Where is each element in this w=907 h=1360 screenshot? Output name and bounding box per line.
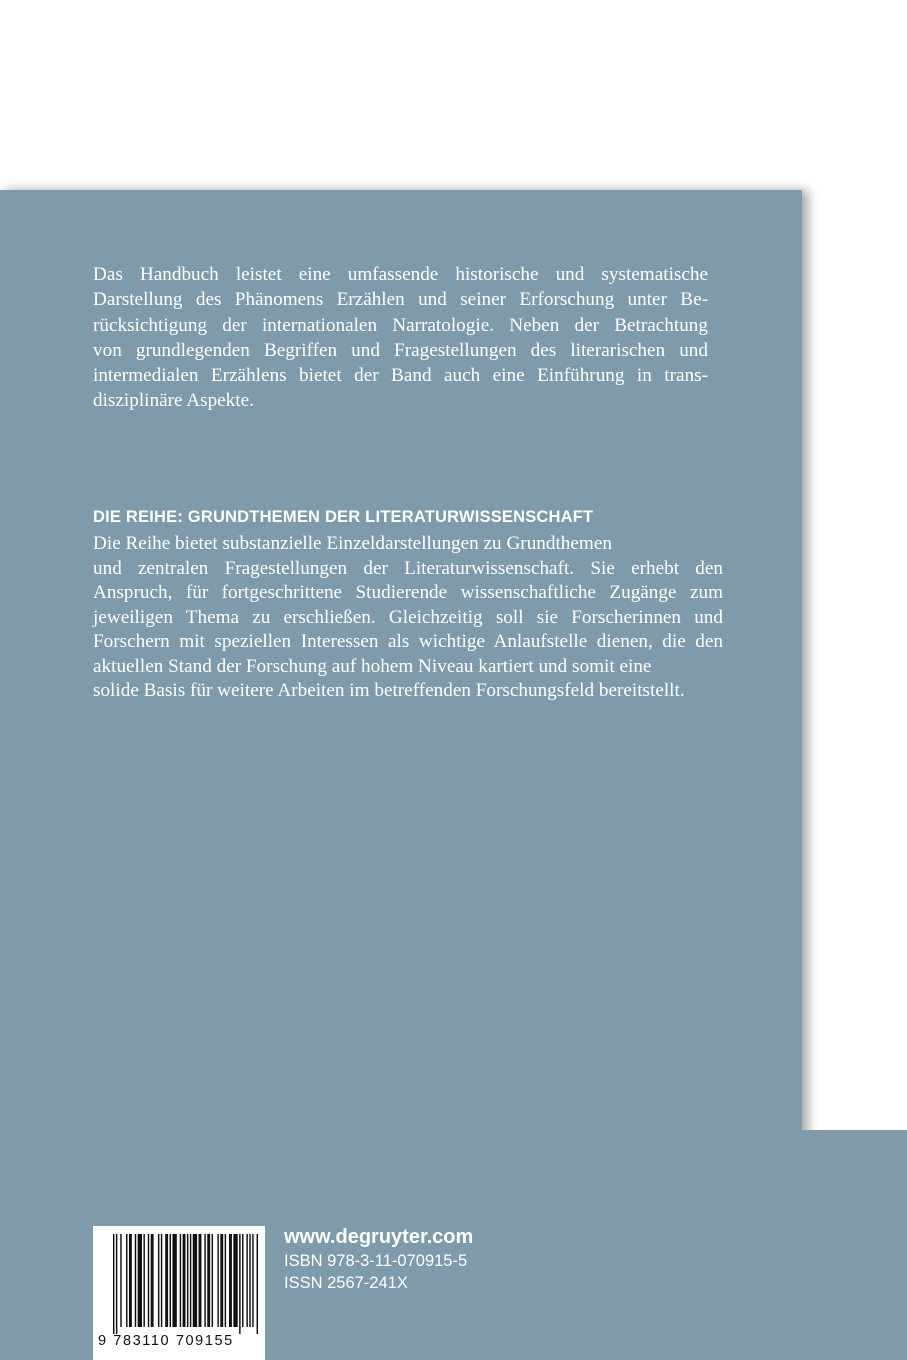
barcode-bar (116, 1234, 117, 1334)
series-heading: DIE REIHE: GRUNDTHEMEN DER LITERATURWISSENSCHAFT (93, 508, 594, 526)
publisher-url[interactable]: www.degruyter.com (284, 1226, 474, 1248)
barcode-bar (207, 1234, 210, 1327)
barcode-bar (161, 1234, 162, 1327)
description-line: rücksichtigung der internationalen Narratologie. Neben der Betrachtung (93, 314, 708, 336)
barcode-bar (249, 1234, 250, 1327)
barcode-bar (113, 1234, 114, 1334)
issn-number: ISSN 2567-241X (284, 1274, 408, 1292)
barcode-bar (165, 1234, 168, 1327)
publisher-info (284, 1224, 473, 1294)
barcode-bar (151, 1234, 154, 1327)
barcode-bar (252, 1234, 253, 1327)
book-description (93, 262, 708, 414)
cover-edge-strip (802, 1130, 907, 1360)
barcode-bar (225, 1234, 226, 1327)
series-description (93, 532, 723, 704)
barcode-bar (220, 1234, 223, 1327)
series-line: und zentralen Fragestellungen der Literaturwissenschaft. Sie erhebt den (93, 557, 723, 579)
barcode-bar (204, 1234, 205, 1327)
barcode-bar (242, 1234, 243, 1327)
barcode-digits: 9 783110 709155 (98, 1333, 234, 1349)
barcode-bar (135, 1234, 136, 1327)
barcode-bar (233, 1234, 237, 1327)
barcode-bar (239, 1234, 240, 1334)
barcode-bar (138, 1234, 142, 1327)
isbn-number: ISBN 978-3-11-070915-5 (284, 1252, 468, 1270)
series-line: aktuellen Stand der Forschung auf hohem Niveau kartiert und somit eine (93, 655, 652, 677)
barcode-bar (148, 1234, 149, 1327)
barcode-bar (183, 1234, 186, 1327)
barcode-bar (187, 1234, 188, 1327)
barcode-bar (129, 1234, 132, 1327)
description-line: disziplinäre Aspekte. (93, 390, 254, 412)
barcode-bar (217, 1234, 218, 1327)
description-line: Darstellung des Phänomens Erzählen und seiner Erforschung unter Be- (93, 289, 708, 311)
barcode-bar (180, 1234, 181, 1327)
description-line: von grundlegenden Begriffen und Fragestellungen des literarischen und (93, 339, 708, 361)
barcode-bar (199, 1234, 202, 1327)
description-line: intermedialen Erzählens bietet der Band auch eine Einführung in trans- (93, 365, 708, 387)
isbn-barcode (93, 1226, 265, 1360)
barcode-bar (212, 1234, 213, 1327)
barcode-bar (158, 1234, 159, 1327)
series-line: Forschern mit speziellen Interessen als wichtige Anlaufstelle dienen, die den (93, 631, 723, 652)
barcode-bar (190, 1234, 191, 1327)
barcode-bar (143, 1234, 144, 1327)
series-line: Die Reihe bietet substanzielle Einzeldarstellungen zu Grundthemen (93, 533, 612, 554)
barcode-bar (229, 1234, 232, 1327)
series-line: jeweiligen Thema zu erschließen. Gleichzeitig soll sie Forscherinnen und (93, 606, 723, 628)
barcode-bar (257, 1234, 258, 1334)
barcode-bar (120, 1234, 121, 1327)
series-line: solide Basis für weitere Arbeiten im betreffenden Forschungsfeld bereitstellt. (93, 680, 685, 701)
barcode-bars (93, 1226, 265, 1334)
barcode-bar (126, 1234, 127, 1327)
barcode-bar (170, 1234, 171, 1327)
barcode-bar (246, 1234, 247, 1327)
series-line: Anspruch, für fortgeschrittene Studierende wissenschaftliche Zugänge zum (93, 582, 723, 603)
description-line: Das Handbuch leistet eine umfassende historische und systematische (93, 264, 708, 285)
barcode-bar (172, 1234, 176, 1327)
barcode-bar (193, 1234, 197, 1327)
